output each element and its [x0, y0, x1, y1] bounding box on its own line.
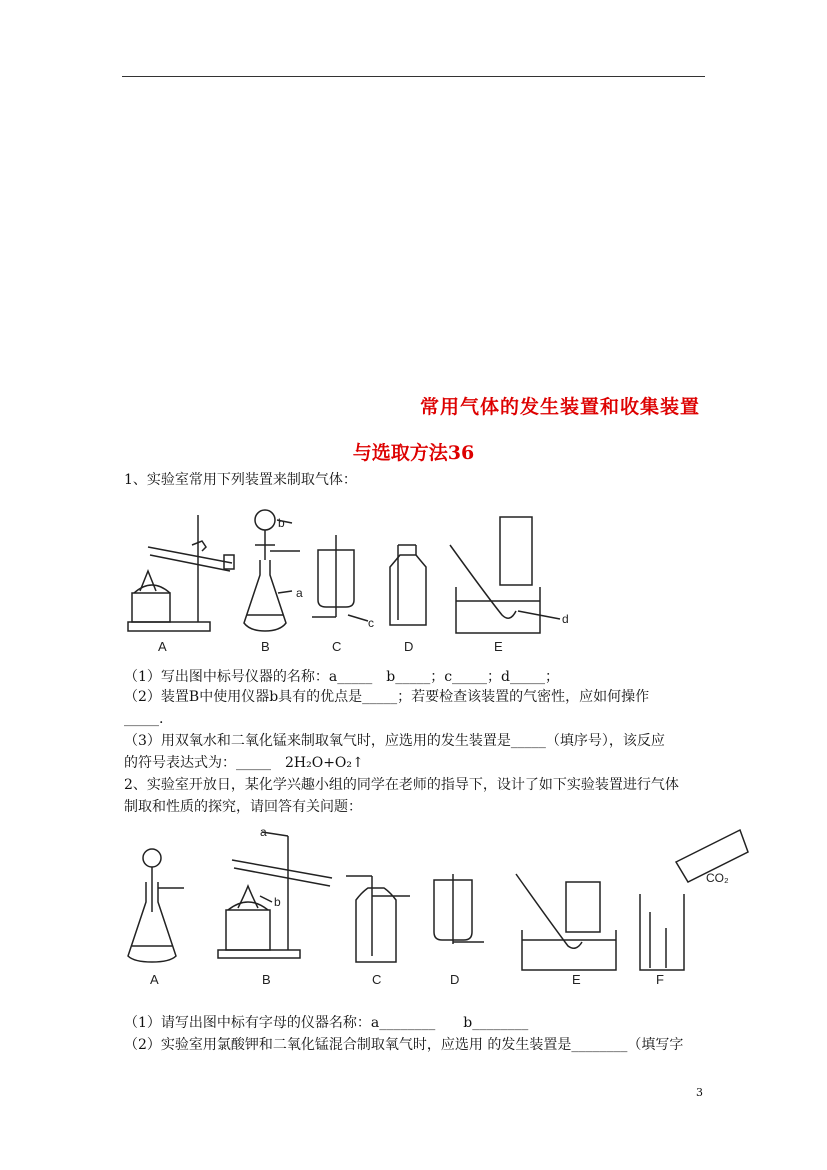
- fig2-label-f: F: [656, 972, 664, 987]
- page-number: 3: [696, 1086, 703, 1099]
- mark-b: b: [278, 516, 285, 530]
- q1-sub3b: 的符号表达式为：_____ 2H₂O+O₂↑: [124, 755, 364, 771]
- q1-sub1: （1）写出图中标号仪器的名称：a_____ b_____；c_____；d_____；: [124, 669, 560, 685]
- mark-b: b: [274, 895, 281, 909]
- q2-sub2: （2）实验室用氯酸钾和二氧化锰混合制取氧气时，应选用 的发生装置是________（填写字: [124, 1037, 684, 1053]
- fig1-label-a: A: [158, 639, 167, 654]
- fig2-label-b: B: [262, 972, 271, 987]
- title-line-2: 与选取方法36: [352, 442, 475, 464]
- co2-label: CO₂: [706, 871, 729, 885]
- mark-c: c: [368, 616, 374, 630]
- q1-sub2b: _____.: [124, 711, 164, 727]
- q1-sub2a: （2）装置B中使用仪器b具有的优点是_____；若要检查该装置的气密性，应如何操作: [124, 689, 650, 705]
- fig2-label-e: E: [572, 972, 581, 987]
- fig2-label-c: C: [372, 972, 382, 987]
- fig2-label-d: D: [450, 972, 460, 987]
- q1-sub3a: （3）用双氧水和二氧化锰来制取氧气时，应选用的发生装置是_____（填序号），该反应: [124, 733, 665, 749]
- fig1-label-e: E: [494, 639, 503, 654]
- fig1-label-c: C: [332, 639, 342, 654]
- header-rule: [122, 76, 705, 77]
- q2-sub1: （1）请写出图中标有字母的仪器名称：a________ b________: [124, 1015, 529, 1031]
- title-line-1: 常用气体的发生装置和收集装置: [419, 396, 700, 418]
- q1-stem: 1、实验室常用下列装置来制取气体：: [124, 472, 357, 488]
- fig1-label-b: B: [261, 639, 270, 654]
- q2-stem-b: 制取和性质的探究，请回答有关问题：: [124, 799, 362, 815]
- q2-stem-a: 2、实验室开放日，某化学兴趣小组的同学在老师的指导下，设计了如下实验装置进行气体: [124, 777, 679, 793]
- fig1-label-d: D: [404, 639, 414, 654]
- q2-figure: [120, 822, 770, 994]
- mark-a: a: [296, 586, 303, 600]
- mark-d: d: [562, 612, 569, 626]
- fig2-label-a: A: [150, 972, 159, 987]
- q1-figure: [120, 505, 580, 655]
- mark-a: a: [260, 825, 267, 839]
